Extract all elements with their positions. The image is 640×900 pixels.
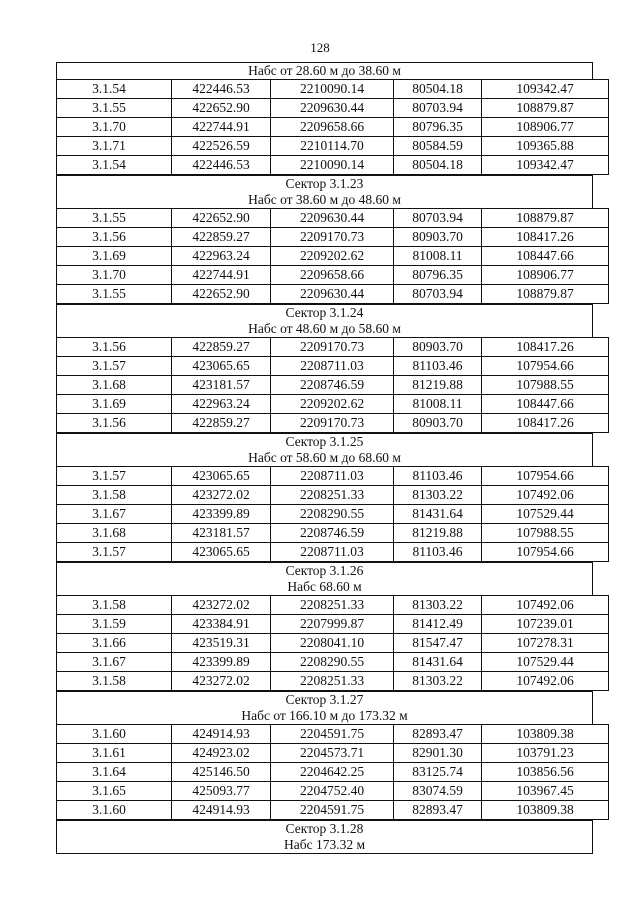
local-y-cell: 103809.38 [482,725,609,744]
point-id-cell: 3.1.56 [57,228,172,247]
coord-y-cell: 2208251.33 [271,596,394,615]
coord-x-cell: 425093.77 [172,782,271,801]
local-x-cell: 81431.64 [394,653,482,672]
point-id-cell: 3.1.68 [57,376,172,395]
local-y-cell: 107988.55 [482,524,609,543]
table-row [57,357,609,376]
coord-y-cell: 2209630.44 [271,209,394,228]
table-row [57,467,609,486]
local-y-cell: 108879.87 [482,99,609,118]
local-y-cell: 108906.77 [482,266,609,285]
coord-x-cell: 425146.50 [172,763,271,782]
coord-y-cell: 2208041.10 [271,634,394,653]
coord-x-cell: 423065.65 [172,357,271,376]
table-row [57,543,609,562]
table-row [57,505,609,524]
point-id-cell: 3.1.69 [57,247,172,266]
local-x-cell: 80903.70 [394,338,482,357]
coord-y-cell: 2208746.59 [271,524,394,543]
coord-y-cell: 2209658.66 [271,118,394,137]
coord-y-cell: 2209202.62 [271,247,394,266]
coord-y-cell: 2210114.70 [271,137,394,156]
local-y-cell: 107492.06 [482,672,609,691]
local-x-cell: 80903.70 [394,414,482,433]
local-x-cell: 81103.46 [394,467,482,486]
elevation-range: Набс от 58.60 м до 68.60 м [248,450,401,465]
local-y-cell: 109342.47 [482,80,609,99]
table-row [57,801,609,820]
table-row [57,247,609,266]
point-id-cell: 3.1.70 [57,118,172,137]
local-x-cell: 80703.94 [394,285,482,304]
section-header [56,304,593,337]
table-row [57,376,609,395]
point-id-cell: 3.1.55 [57,285,172,304]
coord-y-cell: 2209630.44 [271,99,394,118]
local-x-cell: 81219.88 [394,376,482,395]
elevation-range: Набс 173.32 м [283,837,366,852]
elevation-range: Набс от 28.60 м до 38.60 м [248,63,401,78]
local-y-cell: 107239.01 [482,615,609,634]
point-id-cell: 3.1.70 [57,266,172,285]
local-y-cell: 107954.66 [482,467,609,486]
coord-y-cell: 2208290.55 [271,653,394,672]
local-y-cell: 108417.26 [482,228,609,247]
coord-y-cell: 2204591.75 [271,725,394,744]
coord-y-cell: 2209170.73 [271,414,394,433]
local-x-cell: 80504.18 [394,156,482,175]
point-id-cell: 3.1.67 [57,653,172,672]
point-id-cell: 3.1.58 [57,672,172,691]
point-id-cell: 3.1.56 [57,414,172,433]
local-y-cell: 109365.88 [482,137,609,156]
table-row [57,653,609,672]
coord-x-cell: 422859.27 [172,414,271,433]
section-header [56,433,593,466]
coord-x-cell: 422859.27 [172,228,271,247]
local-x-cell: 83125.74 [394,763,482,782]
local-y-cell: 103967.45 [482,782,609,801]
coord-x-cell: 422744.91 [172,266,271,285]
local-x-cell: 80703.94 [394,99,482,118]
local-x-cell: 81103.46 [394,543,482,562]
coord-x-cell: 422446.53 [172,156,271,175]
table-row [57,725,609,744]
coord-y-cell: 2208251.33 [271,672,394,691]
local-y-cell: 108417.26 [482,414,609,433]
table-row [57,486,609,505]
local-x-cell: 80703.94 [394,209,482,228]
local-x-cell: 81431.64 [394,505,482,524]
coord-y-cell: 2204591.75 [271,801,394,820]
local-y-cell: 108906.77 [482,118,609,137]
coord-x-cell: 423399.89 [172,653,271,672]
point-id-cell: 3.1.58 [57,486,172,505]
table-row [57,228,609,247]
elevation-range: Набс 68.60 м [287,579,362,594]
local-y-cell: 107954.66 [482,543,609,562]
sector-title: Сектор 3.1.24 [285,305,364,320]
coord-y-cell: 2209658.66 [271,266,394,285]
coord-x-cell: 422744.91 [172,118,271,137]
section-grid [56,337,609,433]
section-grid [56,724,609,820]
local-y-cell: 107278.31 [482,634,609,653]
local-y-cell: 107529.44 [482,653,609,672]
local-y-cell: 108417.26 [482,338,609,357]
coord-y-cell: 2210090.14 [271,156,394,175]
coord-x-cell: 422652.90 [172,209,271,228]
section-header [56,691,593,724]
local-x-cell: 80796.35 [394,266,482,285]
coord-y-cell: 2208290.55 [271,505,394,524]
elevation-range: Набс от 38.60 м до 48.60 м [248,192,401,207]
coord-x-cell: 423384.91 [172,615,271,634]
coord-y-cell: 2208746.59 [271,376,394,395]
coord-y-cell: 2204642.25 [271,763,394,782]
local-y-cell: 107492.06 [482,596,609,615]
sector-title: Сектор 3.1.23 [285,176,364,191]
coord-y-cell: 2209202.62 [271,395,394,414]
table-row [57,156,609,175]
table-row [57,266,609,285]
local-y-cell: 107529.44 [482,505,609,524]
table-row [57,80,609,99]
section-header [56,62,593,79]
coord-y-cell: 2209630.44 [271,285,394,304]
sector-title: Сектор 3.1.28 [285,821,364,836]
table-row [57,137,609,156]
coord-x-cell: 423272.02 [172,596,271,615]
local-x-cell: 80584.59 [394,137,482,156]
coord-x-cell: 423181.57 [172,376,271,395]
point-id-cell: 3.1.57 [57,543,172,562]
coord-x-cell: 424914.93 [172,725,271,744]
local-y-cell: 108447.66 [482,395,609,414]
point-id-cell: 3.1.58 [57,596,172,615]
coordinates-table [56,62,593,854]
coord-y-cell: 2204752.40 [271,782,394,801]
point-id-cell: 3.1.60 [57,801,172,820]
coord-x-cell: 422963.24 [172,247,271,266]
local-x-cell: 81303.22 [394,672,482,691]
local-x-cell: 80796.35 [394,118,482,137]
local-x-cell: 81303.22 [394,486,482,505]
coord-x-cell: 422526.59 [172,137,271,156]
point-id-cell: 3.1.55 [57,209,172,228]
point-id-cell: 3.1.71 [57,137,172,156]
coord-x-cell: 422446.53 [172,80,271,99]
table-row [57,338,609,357]
point-id-cell: 3.1.61 [57,744,172,763]
local-x-cell: 82901.30 [394,744,482,763]
point-id-cell: 3.1.55 [57,99,172,118]
coord-x-cell: 422859.27 [172,338,271,357]
local-y-cell: 107954.66 [482,357,609,376]
point-id-cell: 3.1.67 [57,505,172,524]
coord-y-cell: 2209170.73 [271,228,394,247]
coord-x-cell: 422963.24 [172,395,271,414]
section-header [56,562,593,595]
sector-title: Сектор 3.1.25 [285,434,364,449]
table-row [57,782,609,801]
local-x-cell: 80504.18 [394,80,482,99]
coord-y-cell: 2208711.03 [271,543,394,562]
local-y-cell: 107988.55 [482,376,609,395]
coord-y-cell: 2207999.87 [271,615,394,634]
table-row [57,414,609,433]
section-header [56,175,593,208]
point-id-cell: 3.1.57 [57,467,172,486]
section-grid [56,595,609,691]
local-x-cell: 81103.46 [394,357,482,376]
table-row [57,524,609,543]
point-id-cell: 3.1.65 [57,782,172,801]
local-x-cell: 82893.47 [394,725,482,744]
point-id-cell: 3.1.54 [57,156,172,175]
local-y-cell: 108879.87 [482,209,609,228]
point-id-cell: 3.1.69 [57,395,172,414]
coord-x-cell: 423519.31 [172,634,271,653]
coord-y-cell: 2208711.03 [271,467,394,486]
point-id-cell: 3.1.57 [57,357,172,376]
coord-x-cell: 423181.57 [172,524,271,543]
local-y-cell: 103791.23 [482,744,609,763]
coord-x-cell: 422652.90 [172,285,271,304]
local-x-cell: 81303.22 [394,596,482,615]
section-grid [56,208,609,304]
coord-y-cell: 2204573.71 [271,744,394,763]
coord-x-cell: 423272.02 [172,486,271,505]
local-x-cell: 81412.49 [394,615,482,634]
coord-x-cell: 424914.93 [172,801,271,820]
coord-x-cell: 423399.89 [172,505,271,524]
coord-y-cell: 2208251.33 [271,486,394,505]
local-x-cell: 81008.11 [394,395,482,414]
table-row [57,615,609,634]
local-y-cell: 108447.66 [482,247,609,266]
point-id-cell: 3.1.68 [57,524,172,543]
table-row [57,285,609,304]
local-x-cell: 81219.88 [394,524,482,543]
elevation-range: Набс от 48.60 м до 58.60 м [248,321,401,336]
point-id-cell: 3.1.64 [57,763,172,782]
point-id-cell: 3.1.54 [57,80,172,99]
table-row [57,209,609,228]
local-y-cell: 103856.56 [482,763,609,782]
point-id-cell: 3.1.59 [57,615,172,634]
coord-y-cell: 2210090.14 [271,80,394,99]
sector-title: Сектор 3.1.26 [285,563,364,578]
local-y-cell: 108879.87 [482,285,609,304]
local-y-cell: 103809.38 [482,801,609,820]
coord-x-cell: 423272.02 [172,672,271,691]
point-id-cell: 3.1.56 [57,338,172,357]
coord-x-cell: 422652.90 [172,99,271,118]
table-row [57,395,609,414]
sector-title: Сектор 3.1.27 [285,692,364,707]
local-x-cell: 81547.47 [394,634,482,653]
section-header [56,820,593,854]
point-id-cell: 3.1.60 [57,725,172,744]
point-id-cell: 3.1.66 [57,634,172,653]
table-row [57,763,609,782]
page-number: 128 [310,40,330,55]
local-x-cell: 80903.70 [394,228,482,247]
coord-y-cell: 2208711.03 [271,357,394,376]
section-grid [56,466,609,562]
coord-x-cell: 423065.65 [172,543,271,562]
table-row [57,118,609,137]
local-x-cell: 83074.59 [394,782,482,801]
coord-x-cell: 424923.02 [172,744,271,763]
local-y-cell: 107492.06 [482,486,609,505]
coord-y-cell: 2209170.73 [271,338,394,357]
table-row [57,634,609,653]
local-x-cell: 82893.47 [394,801,482,820]
section-grid [56,79,609,175]
local-y-cell: 109342.47 [482,156,609,175]
table-row [57,596,609,615]
table-row [57,99,609,118]
table-row [57,744,609,763]
coord-x-cell: 423065.65 [172,467,271,486]
elevation-range: Набс от 166.10 м до 173.32 м [241,708,408,723]
table-row [57,672,609,691]
local-x-cell: 81008.11 [394,247,482,266]
